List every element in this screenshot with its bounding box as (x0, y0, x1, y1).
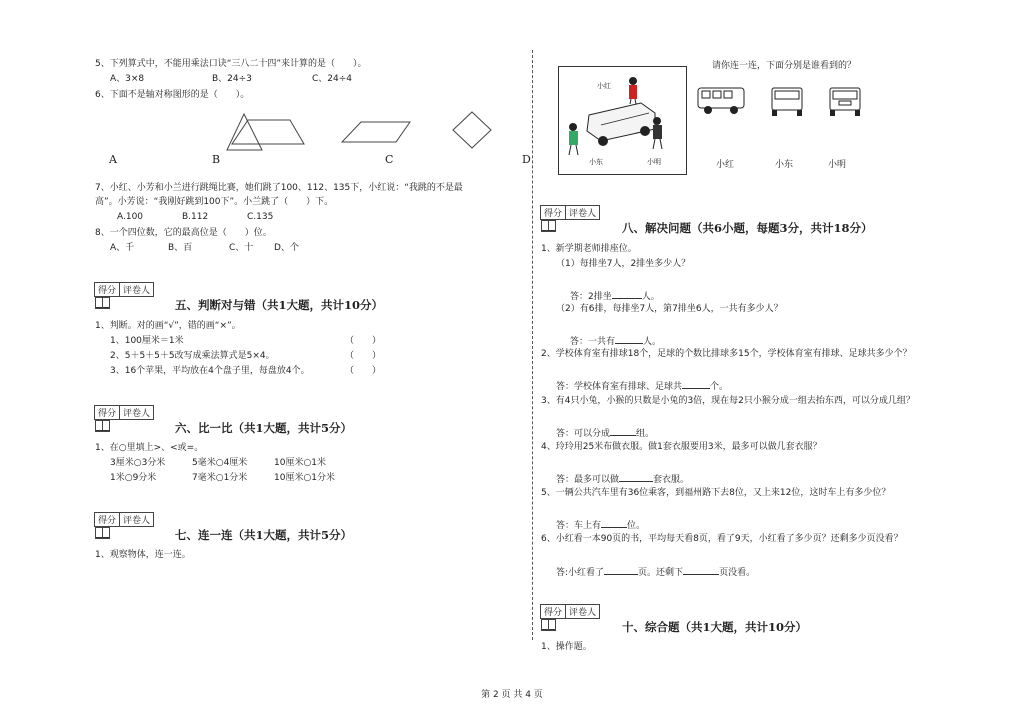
section7-score-box (94, 512, 154, 541)
q6-letter-a: A (109, 153, 117, 166)
s8-q1: 1、新学期老师排座位。 (541, 244, 637, 254)
answer-blank[interactable] (682, 378, 710, 389)
section6-r2-c1: 1米○9分米 (110, 473, 157, 483)
grader-cell[interactable] (548, 620, 555, 631)
q7-option-b: B.112 (182, 212, 209, 222)
q6-letter-d: D (522, 153, 531, 166)
score-label: 得分 (541, 206, 566, 220)
score-cell[interactable] (541, 221, 548, 232)
answer-blank-2[interactable] (683, 564, 719, 575)
answer-suffix: 套衣服。 (653, 475, 690, 485)
section6-r1-c3: 10厘米○1米 (274, 458, 327, 468)
answer-prefix: 答:小红看了 (556, 568, 605, 578)
score-cell[interactable] (95, 528, 102, 539)
q7-line2: 高”。小芳说：“我刚好跳到100下”。小兰跳了（ ）下。 (95, 197, 334, 207)
column-divider (532, 50, 533, 640)
answer-suffix: 页没看。 (719, 568, 756, 578)
answer-label-xiaohong[interactable]: 小红 (716, 160, 735, 170)
answer-blank[interactable] (601, 517, 627, 528)
s8-q5-answer (556, 517, 645, 532)
person-top (629, 77, 637, 104)
person-left (569, 123, 578, 155)
answer-prefix: 答：车上有 (556, 521, 602, 531)
section6-intro: 1、在○里填上>、<或=。 (95, 443, 204, 453)
grader-label: 评卷人 (120, 513, 154, 527)
q5-option-b: B、24÷3 (212, 74, 252, 84)
car-illustration (587, 103, 655, 146)
s8-q2: 2、学校体育室有排球18个，足球的个数比排球多15个，学校体育室有排球、足球共多少个？ (541, 349, 912, 359)
car-front-view (772, 88, 802, 116)
page-footer: 第 2 页 共 4 页 (481, 690, 543, 700)
q8-option-b: B、百 (168, 243, 193, 253)
grader-label: 评卷人 (566, 605, 600, 619)
q6-shapes (90, 108, 540, 158)
q6-letter-c: C (385, 153, 394, 166)
answer-prefix: 答：学校体育室有排球、足球共 (556, 382, 683, 392)
answer-suffix: 位。 (627, 521, 646, 531)
answer-prefix: 答：可以分成 (556, 429, 611, 439)
section5-score-box (94, 282, 154, 311)
section5-item-1: 1、100厘米＝1米 (110, 336, 184, 346)
s8-q1b: （2）有6排，每排坐7人，第7排坐6人，一共有多少人？ (556, 304, 783, 314)
answer-prefix: 答：一共有 (570, 337, 616, 347)
picture-prompt: 请你连一连，下面分别是谁看到的？ (712, 61, 857, 71)
scene-illustration (559, 67, 686, 174)
section6-score-box (94, 405, 154, 434)
answer-blank[interactable] (612, 288, 642, 299)
trapezoid-shape (232, 120, 304, 144)
grader-cell[interactable] (548, 221, 555, 232)
q8-stem: 8、一个四位数，它的最高位是（ ）位。 (95, 228, 272, 238)
q5-option-a: A、3×8 (110, 74, 145, 84)
grader-cell[interactable] (102, 298, 109, 309)
parallelogram-shape (342, 122, 410, 142)
section10-score-box (540, 604, 600, 633)
section6-r1-c2: 5毫米○4厘米 (192, 458, 248, 468)
section5-title: 五、判断对与错（共1大题，共计10分） (175, 298, 384, 312)
section5-item-2: 2、5＋5＋5＋5改写成乘法算式是5×4。 (110, 351, 275, 361)
answer-prefix: 答：最多可以做 (556, 475, 620, 485)
section8-score-box (540, 205, 600, 234)
s8-q4-answer (556, 471, 689, 486)
s8-q1a: （1）每排坐7人，2排坐多少人？ (556, 259, 691, 269)
answer-blank[interactable] (610, 425, 636, 436)
score-label: 得分 (541, 605, 566, 619)
section6-title: 六、比一比（共1大题，共计5分） (175, 421, 353, 435)
section7-intro: 1、观察物体，连一连。 (95, 550, 191, 560)
section10-title: 十、综合题（共1大题，共计10分） (622, 620, 808, 634)
score-label: 得分 (95, 406, 120, 420)
grader-label: 评卷人 (566, 206, 600, 220)
triangle-shape (227, 114, 262, 150)
section8-title: 八、解决问题（共6小题，每题3分，共计18分） (622, 221, 873, 235)
section6-r2-c2: 7毫米○1分米 (192, 473, 248, 483)
scene-label-xiaohong: 小红 (597, 82, 611, 90)
score-cell[interactable] (95, 421, 102, 432)
car-views (696, 84, 866, 120)
answer-blank[interactable] (615, 333, 643, 344)
q8-option-a: A、千 (110, 243, 135, 253)
section7-title: 七、连一连（共1大题，共计5分） (175, 528, 353, 542)
grader-label: 评卷人 (120, 283, 154, 297)
q7-option-a: A.100 (117, 212, 144, 222)
s8-q1a-answer (570, 288, 660, 303)
section5-paren-1[interactable]: （ ） (345, 336, 382, 346)
answer-suffix: 组。 (636, 429, 655, 439)
q6-letter-b: B (212, 153, 221, 166)
s8-q3: 3、有4只小兔，小猴的只数是小兔的3倍，现在每2只小猴分成一组去抬东西，可以分成几组？ (541, 396, 915, 406)
car-side-view (698, 88, 744, 114)
s8-q4: 4、玲玲用25米布做衣服。做1套衣服要用3米，最多可以做几套衣服？ (541, 442, 822, 452)
q5-stem: 5、下列算式中，不能用乘法口诀“三八二十四”来计算的是（ ）。 (95, 59, 367, 69)
q8-option-d: D、个 (274, 243, 299, 253)
scene-picture-frame (558, 66, 687, 175)
q5-option-c: C、24÷4 (312, 74, 353, 84)
grader-cell[interactable] (102, 421, 109, 432)
s8-q6-answer (556, 564, 755, 579)
score-cell[interactable] (541, 620, 548, 631)
q6-stem: 6、下面不是轴对称图形的是（ ）。 (95, 90, 250, 100)
grader-label: 评卷人 (120, 406, 154, 420)
answer-middle: 页。还剩下 (638, 568, 684, 578)
s8-q5: 5、一辆公共汽车里有36位乘客，到福州路下去8位，又上来12位，这时车上有多少位？ (541, 488, 891, 498)
car-back-view (830, 88, 860, 116)
answer-blank-1[interactable] (604, 564, 638, 575)
answer-suffix: 人。 (643, 337, 662, 347)
diamond-shape (453, 112, 491, 148)
section6-r1-c1: 3厘米○3分米 (110, 458, 166, 468)
q7-option-c: C.135 (247, 212, 274, 222)
section6-r2-c3: 10厘米○1分米 (274, 473, 336, 483)
score-label: 得分 (95, 513, 120, 527)
answer-suffix: 个。 (710, 382, 729, 392)
q8-option-c: C、十 (229, 243, 254, 253)
answer-label-xiaoming[interactable]: 小明 (828, 160, 847, 170)
s8-q6: 6、小红看一本90页的书，平均每天看8页，看了9天，小红看了多少页？还剩多少页没看？ (541, 534, 903, 544)
section5-intro: 1、判断。对的画“√”，错的画“×”。 (95, 321, 241, 331)
score-label: 得分 (95, 283, 120, 297)
answer-suffix: 人。 (641, 292, 660, 302)
answer-blank[interactable] (619, 471, 653, 482)
s8-q2-answer (556, 378, 728, 393)
section5-paren-2[interactable]: （ ） (345, 351, 382, 361)
s8-q1b-answer (570, 333, 661, 348)
grader-cell[interactable] (102, 528, 109, 539)
q7-line1: 7、小红、小芳和小兰进行跳绳比赛，她们跳了100、112、135下，小红说：“我跳的不是最 (95, 183, 463, 193)
scene-label-xiaodong: 小东 (589, 158, 603, 166)
scene-label-xiaoming: 小明 (647, 158, 661, 166)
score-cell[interactable] (95, 298, 102, 309)
person-right (653, 117, 662, 149)
section5-paren-3[interactable]: （ ） (345, 366, 382, 376)
section5-item-3: 3、16个苹果，平均放在4个盘子里，每盘放4个。 (110, 366, 310, 376)
answer-label-xiaodong[interactable]: 小东 (775, 160, 794, 170)
section10-intro: 1、操作题。 (541, 642, 592, 652)
s8-q3-answer (556, 425, 654, 440)
answer-prefix: 答：2排坐 (570, 292, 612, 302)
